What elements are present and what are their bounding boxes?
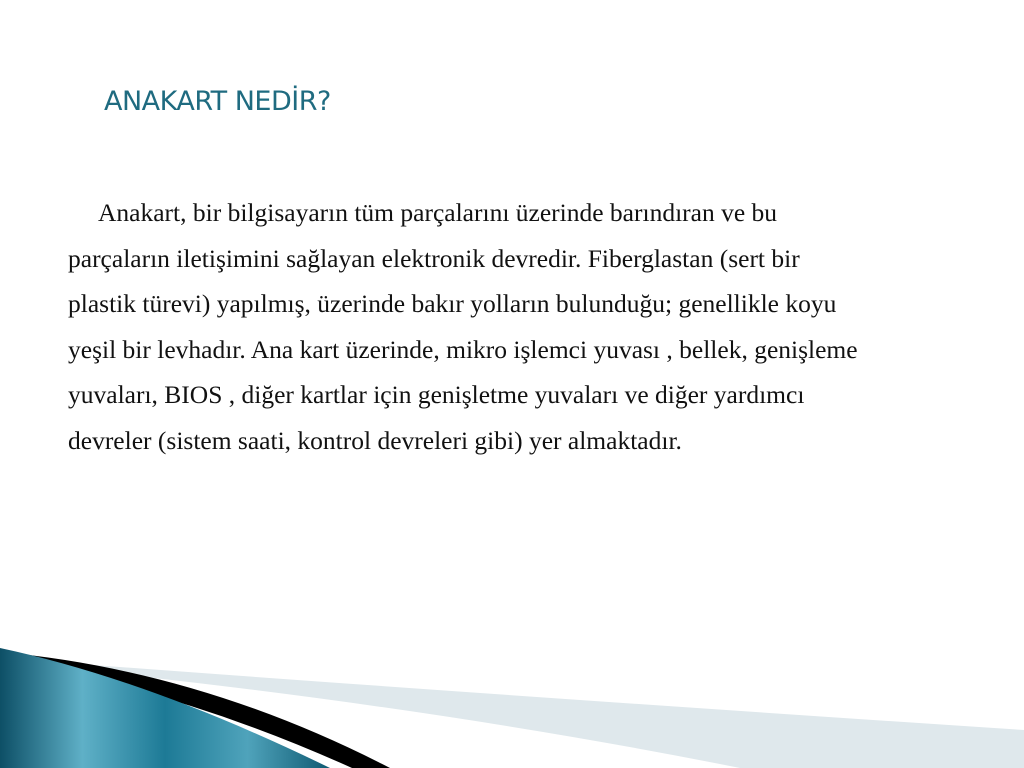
paragraph-line: Anakart, bir bilgisayarın tüm parçalarını üzerinde barındıran ve bu — [98, 198, 778, 227]
paragraph-line: parçaların iletişimini sağlayan elektronik devredir. Fiberglastan (sert bir — [68, 243, 800, 273]
paragraph-line: plastik türevi) yapılmış, üzerinde bakır yolların bulunduğu; genellikle koyu — [68, 289, 837, 319]
paragraph-line: yeşil bir levhadır. Ana kart üzerinde, mikro işlemci yuvası , bellek, genişleme — [68, 334, 858, 364]
paragraph-line: yuvaları, BIOS , diğer kartlar için genişletme yuvaları ve diğer yardımcı — [68, 380, 805, 410]
slide-title: ANAKART NEDİR? — [104, 86, 331, 117]
swoosh-teal-band — [0, 648, 330, 768]
paragraph-line: devreler (sistem saati, kontrol devreleri gibi) yer almaktadır. — [68, 425, 682, 455]
